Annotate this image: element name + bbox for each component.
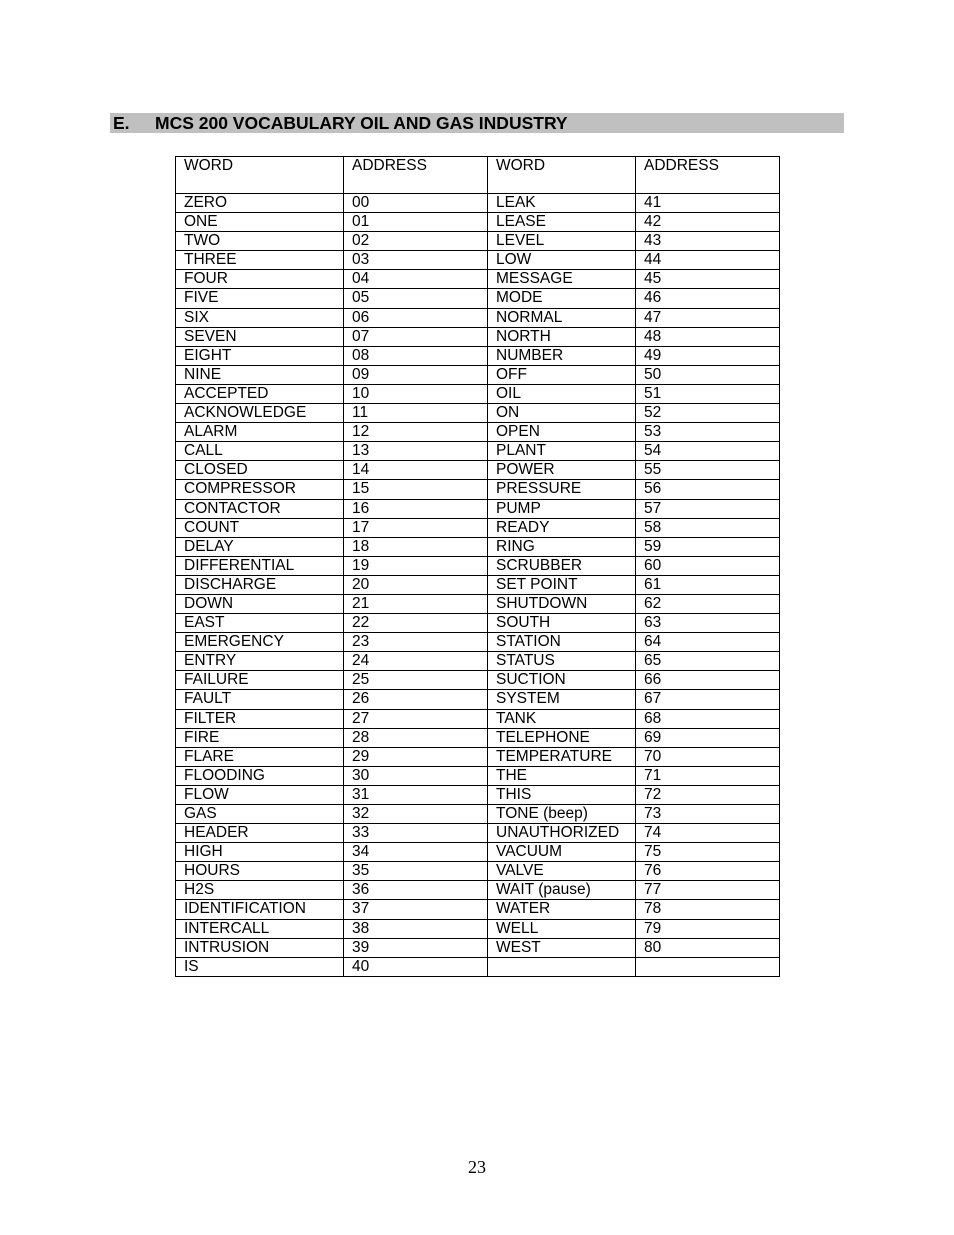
cell-address-2: 73 <box>636 805 780 824</box>
cell-address-1: 04 <box>344 270 488 289</box>
cell-address-1: 06 <box>344 308 488 327</box>
cell-address-2: 59 <box>636 537 780 556</box>
cell-address-1: 00 <box>344 194 488 213</box>
table-row <box>176 289 780 308</box>
cell-word-1: FLARE <box>176 747 344 766</box>
cell-word-2: TEMPERATURE <box>488 747 636 766</box>
cell-word-1: IDENTIFICATION <box>176 900 344 919</box>
cell-address-1: 32 <box>344 805 488 824</box>
cell-address-1: 16 <box>344 499 488 518</box>
cell-address-2: 55 <box>636 461 780 480</box>
cell-address-2: 49 <box>636 346 780 365</box>
cell-address-1: 11 <box>344 404 488 423</box>
cell-address-1: 14 <box>344 461 488 480</box>
cell-word-2: STATION <box>488 633 636 652</box>
cell-address-1: 40 <box>344 957 488 976</box>
table-row <box>176 327 780 346</box>
table-row <box>176 633 780 652</box>
cell-address-1: 12 <box>344 423 488 442</box>
table-row <box>176 232 780 251</box>
cell-address-2: 76 <box>636 862 780 881</box>
cell-word-2: WATER <box>488 900 636 919</box>
cell-word-1: TWO <box>176 232 344 251</box>
cell-word-2: POWER <box>488 461 636 480</box>
cell-word-1: FOUR <box>176 270 344 289</box>
table-row <box>176 862 780 881</box>
cell-address-1: 27 <box>344 709 488 728</box>
cell-address-1: 34 <box>344 843 488 862</box>
cell-word-2: WEST <box>488 938 636 957</box>
cell-word-1: INTRUSION <box>176 938 344 957</box>
cell-word-2: TANK <box>488 709 636 728</box>
cell-address-1: 18 <box>344 537 488 556</box>
table-row <box>176 213 780 232</box>
table-row <box>176 824 780 843</box>
cell-address-2: 44 <box>636 251 780 270</box>
table-row <box>176 747 780 766</box>
table-row <box>176 537 780 556</box>
header-address-1: ADDRESS <box>344 157 488 194</box>
table-row <box>176 480 780 499</box>
table-row <box>176 900 780 919</box>
table-row <box>176 766 780 785</box>
cell-word-2: VACUUM <box>488 843 636 862</box>
cell-word-1: H2S <box>176 881 344 900</box>
cell-address-2: 57 <box>636 499 780 518</box>
cell-address-1: 29 <box>344 747 488 766</box>
cell-word-1: INTERCALL <box>176 919 344 938</box>
table-row <box>176 518 780 537</box>
cell-word-2: SET POINT <box>488 575 636 594</box>
table-row <box>176 556 780 575</box>
cell-word-1: CALL <box>176 442 344 461</box>
table-row <box>176 728 780 747</box>
cell-address-1: 35 <box>344 862 488 881</box>
cell-word-2: PUMP <box>488 499 636 518</box>
table-row <box>176 384 780 403</box>
cell-word-1: HOURS <box>176 862 344 881</box>
cell-address-2: 45 <box>636 270 780 289</box>
cell-address-2: 61 <box>636 575 780 594</box>
cell-word-1: THREE <box>176 251 344 270</box>
table-row <box>176 194 780 213</box>
cell-address-2: 79 <box>636 919 780 938</box>
cell-word-2: THE <box>488 766 636 785</box>
cell-word-1: EIGHT <box>176 346 344 365</box>
cell-address-1: 37 <box>344 900 488 919</box>
cell-address-1: 23 <box>344 633 488 652</box>
cell-word-1: ALARM <box>176 423 344 442</box>
table-row <box>176 690 780 709</box>
vocabulary-table <box>175 156 780 977</box>
cell-word-1: EAST <box>176 614 344 633</box>
cell-address-2: 68 <box>636 709 780 728</box>
cell-address-2: 66 <box>636 671 780 690</box>
cell-word-2: WAIT (pause) <box>488 881 636 900</box>
cell-word-1: ACKNOWLEDGE <box>176 404 344 423</box>
header-address-2: ADDRESS <box>636 157 780 194</box>
cell-address-2: 47 <box>636 308 780 327</box>
cell-word-1: IS <box>176 957 344 976</box>
cell-word-1: EMERGENCY <box>176 633 344 652</box>
cell-word-1: SEVEN <box>176 327 344 346</box>
table-row <box>176 404 780 423</box>
cell-address-2: 60 <box>636 556 780 575</box>
cell-address-1: 21 <box>344 594 488 613</box>
table-row <box>176 251 780 270</box>
table-row <box>176 423 780 442</box>
cell-address-1: 20 <box>344 575 488 594</box>
cell-address-2: 77 <box>636 881 780 900</box>
table-row <box>176 919 780 938</box>
cell-word-1: FIVE <box>176 289 344 308</box>
cell-address-2: 78 <box>636 900 780 919</box>
cell-address-2: 72 <box>636 785 780 804</box>
cell-word-2: PLANT <box>488 442 636 461</box>
cell-word-2: LEVEL <box>488 232 636 251</box>
cell-address-1: 26 <box>344 690 488 709</box>
cell-word-1: CLOSED <box>176 461 344 480</box>
table-row <box>176 614 780 633</box>
cell-address-1: 28 <box>344 728 488 747</box>
cell-word-2: THIS <box>488 785 636 804</box>
cell-address-2: 51 <box>636 384 780 403</box>
cell-word-2 <box>488 957 636 976</box>
cell-word-1: DISCHARGE <box>176 575 344 594</box>
cell-word-2: SYSTEM <box>488 690 636 709</box>
cell-word-1: DOWN <box>176 594 344 613</box>
cell-address-2: 64 <box>636 633 780 652</box>
table-row <box>176 709 780 728</box>
cell-word-2: SOUTH <box>488 614 636 633</box>
cell-word-2: SHUTDOWN <box>488 594 636 613</box>
cell-word-1: FILTER <box>176 709 344 728</box>
cell-address-1: 22 <box>344 614 488 633</box>
cell-address-1: 08 <box>344 346 488 365</box>
cell-address-2: 70 <box>636 747 780 766</box>
header-word-2: WORD <box>488 157 636 194</box>
cell-address-1: 03 <box>344 251 488 270</box>
cell-address-2: 50 <box>636 365 780 384</box>
cell-word-2: ON <box>488 404 636 423</box>
cell-address-2: 42 <box>636 213 780 232</box>
cell-word-1: DIFFERENTIAL <box>176 556 344 575</box>
cell-word-2: SUCTION <box>488 671 636 690</box>
cell-address-1: 36 <box>344 881 488 900</box>
cell-word-2: VALVE <box>488 862 636 881</box>
cell-word-2: NORTH <box>488 327 636 346</box>
cell-address-1: 19 <box>344 556 488 575</box>
cell-word-2: TONE (beep) <box>488 805 636 824</box>
cell-address-1: 02 <box>344 232 488 251</box>
cell-address-2: 80 <box>636 938 780 957</box>
cell-word-2: PRESSURE <box>488 480 636 499</box>
cell-address-2: 74 <box>636 824 780 843</box>
table-row <box>176 499 780 518</box>
cell-address-2: 46 <box>636 289 780 308</box>
page-number: 23 <box>468 1157 486 1177</box>
cell-word-1: SIX <box>176 308 344 327</box>
cell-word-2: OPEN <box>488 423 636 442</box>
table-row <box>176 652 780 671</box>
table-row <box>176 957 780 976</box>
cell-address-2: 67 <box>636 690 780 709</box>
cell-word-2: MODE <box>488 289 636 308</box>
table-row <box>176 671 780 690</box>
cell-address-2: 75 <box>636 843 780 862</box>
cell-word-2: OFF <box>488 365 636 384</box>
cell-address-2: 41 <box>636 194 780 213</box>
cell-word-1: HEADER <box>176 824 344 843</box>
cell-word-1: NINE <box>176 365 344 384</box>
table-row <box>176 594 780 613</box>
table-row <box>176 881 780 900</box>
cell-word-2: SCRUBBER <box>488 556 636 575</box>
cell-address-1: 38 <box>344 919 488 938</box>
table-row <box>176 575 780 594</box>
table-header-row <box>176 157 780 194</box>
table-row <box>176 270 780 289</box>
header-word-1: WORD <box>176 157 344 194</box>
table-row <box>176 843 780 862</box>
table-row <box>176 442 780 461</box>
table-row <box>176 785 780 804</box>
cell-word-2: LOW <box>488 251 636 270</box>
cell-address-2: 69 <box>636 728 780 747</box>
table-row <box>176 805 780 824</box>
cell-word-1: ACCEPTED <box>176 384 344 403</box>
table-body <box>176 194 780 977</box>
cell-word-2: NUMBER <box>488 346 636 365</box>
cell-word-2: STATUS <box>488 652 636 671</box>
cell-word-2: LEAK <box>488 194 636 213</box>
cell-address-1: 17 <box>344 518 488 537</box>
cell-address-1: 31 <box>344 785 488 804</box>
section-letter: E. <box>113 113 130 133</box>
cell-address-1: 24 <box>344 652 488 671</box>
cell-word-2: MESSAGE <box>488 270 636 289</box>
cell-address-2: 56 <box>636 480 780 499</box>
cell-word-1: COUNT <box>176 518 344 537</box>
table-row <box>176 308 780 327</box>
cell-address-2: 62 <box>636 594 780 613</box>
cell-address-1: 10 <box>344 384 488 403</box>
cell-address-1: 09 <box>344 365 488 384</box>
cell-address-2: 53 <box>636 423 780 442</box>
cell-address-1: 25 <box>344 671 488 690</box>
cell-address-1: 01 <box>344 213 488 232</box>
cell-address-1: 15 <box>344 480 488 499</box>
cell-address-2 <box>636 957 780 976</box>
section-title: MCS 200 VOCABULARY OIL AND GAS INDUSTRY <box>155 113 568 133</box>
cell-word-1: GAS <box>176 805 344 824</box>
cell-address-1: 33 <box>344 824 488 843</box>
cell-word-1: HIGH <box>176 843 344 862</box>
cell-word-2: READY <box>488 518 636 537</box>
cell-address-2: 71 <box>636 766 780 785</box>
cell-word-2: RING <box>488 537 636 556</box>
cell-word-2: WELL <box>488 919 636 938</box>
cell-address-2: 43 <box>636 232 780 251</box>
cell-word-1: COMPRESSOR <box>176 480 344 499</box>
cell-word-1: FIRE <box>176 728 344 747</box>
cell-address-1: 39 <box>344 938 488 957</box>
cell-address-2: 65 <box>636 652 780 671</box>
cell-address-2: 48 <box>636 327 780 346</box>
cell-word-2: UNAUTHORIZED <box>488 824 636 843</box>
cell-address-2: 63 <box>636 614 780 633</box>
cell-address-1: 05 <box>344 289 488 308</box>
cell-word-1: FAILURE <box>176 671 344 690</box>
cell-word-1: FLOW <box>176 785 344 804</box>
cell-word-1: CONTACTOR <box>176 499 344 518</box>
section-heading <box>110 113 844 133</box>
cell-address-2: 52 <box>636 404 780 423</box>
cell-word-1: ZERO <box>176 194 344 213</box>
cell-address-2: 54 <box>636 442 780 461</box>
cell-word-1: FLOODING <box>176 766 344 785</box>
cell-word-1: ONE <box>176 213 344 232</box>
cell-address-1: 07 <box>344 327 488 346</box>
table-row <box>176 346 780 365</box>
cell-word-2: TELEPHONE <box>488 728 636 747</box>
table-row <box>176 461 780 480</box>
cell-word-2: NORMAL <box>488 308 636 327</box>
cell-word-1: FAULT <box>176 690 344 709</box>
table-row <box>176 365 780 384</box>
cell-word-1: ENTRY <box>176 652 344 671</box>
cell-word-1: DELAY <box>176 537 344 556</box>
table-row <box>176 938 780 957</box>
cell-word-2: OIL <box>488 384 636 403</box>
cell-address-1: 30 <box>344 766 488 785</box>
cell-address-2: 58 <box>636 518 780 537</box>
cell-address-1: 13 <box>344 442 488 461</box>
cell-word-2: LEASE <box>488 213 636 232</box>
